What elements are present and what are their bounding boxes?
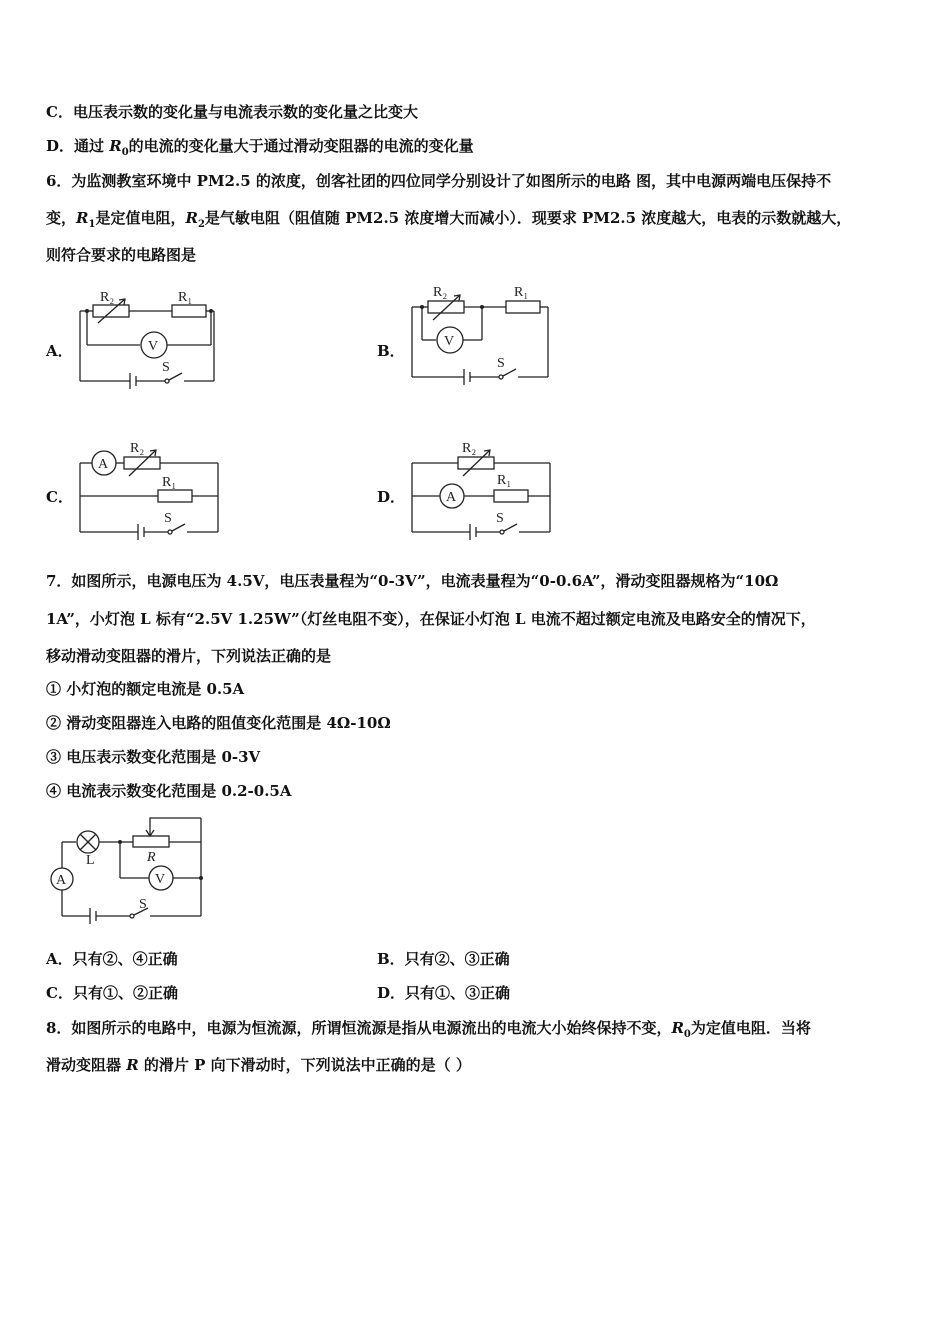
q6-option-a-label: A．: [46, 342, 73, 360]
r1-label: R₁: [178, 290, 193, 305]
q7-statement-4: ④ 电流表示数变化范围是 0.2-0.5A: [46, 782, 292, 800]
switch-label: S: [497, 356, 505, 371]
q5-option-d-sub: 0: [121, 147, 129, 158]
r2-label: R₂: [433, 285, 448, 300]
q6-line2-a: 变，: [46, 209, 77, 227]
q7-statement-2: ② 滑动变阻器连入电路的阻值变化范围是 4Ω-10Ω: [46, 714, 391, 732]
q6-line1: 6．为监测教室环境中 PM2.5 的浓度，创客社团的四位同学分别设计了如图所示的电路 图，其中电源两端电压保持不: [46, 172, 832, 190]
q6-line2-c: 是气敏电阻（阻值随 PM2.5 浓度增大而减小）．现要求 PM2.5 浓度越大，电表的示数就越大，: [204, 209, 852, 227]
q6-line2-b: 是定值电阻，: [95, 209, 186, 227]
ammeter-label: A: [56, 873, 67, 888]
r1-resistor: [494, 490, 528, 502]
r1-label: R₁: [514, 285, 529, 300]
q7-circuit: [46, 812, 211, 924]
q7-line1: 7．如图所示，电源电压为 4.5V，电压表量程为“0-3V”，电流表量程为“0-0.6A”，滑动变阻器规格为“10Ω: [46, 572, 779, 590]
q6-option-b-label: B．: [377, 342, 405, 360]
q8-line1-b: 为定值电阻．当将: [690, 1019, 811, 1037]
q6-option-c-label: C．: [46, 488, 73, 506]
r2-label: R₂: [130, 441, 145, 456]
switch-label: S: [164, 511, 172, 526]
q5-option-c: C．电压表示数的变化量与电流表示数的变化量之比变大: [46, 103, 418, 121]
r2-resistor: [428, 301, 464, 313]
q8-r-var: R: [126, 1056, 139, 1074]
q7-statement-1: ① 小灯泡的额定电流是 0.5A: [46, 680, 245, 698]
lamp-label: L: [86, 853, 95, 868]
q6-circuit-c: [70, 436, 230, 546]
voltmeter-label: V: [148, 339, 159, 354]
voltmeter-label: V: [155, 872, 166, 887]
voltmeter-label: V: [444, 334, 455, 349]
q7-line3: 移动滑动变阻器的滑片，下列说法正确的是: [46, 647, 332, 665]
q7-option-c: C．只有①、②正确: [46, 984, 178, 1002]
q8-r0-var: R: [671, 1019, 684, 1037]
r1-resistor: [172, 305, 206, 317]
q6-r2-sub: 2: [197, 219, 205, 230]
q8-line1-a: 8．如图所示的电路中，电源为恒流源，所谓恒流源是指从电源流出的电流大小始终保持不变，: [46, 1019, 672, 1037]
ammeter-label: A: [98, 457, 109, 472]
q8-line1: [46, 1018, 811, 1045]
q7-option-a: A．只有②、④正确: [46, 950, 178, 968]
q7-option-b: B．只有②、③正确: [377, 950, 510, 968]
q6-r1-sub: 1: [88, 219, 96, 230]
q7-option-d: D．只有①、③正确: [377, 984, 511, 1002]
r1-label: R₁: [497, 473, 512, 488]
r2-label: R₂: [462, 441, 477, 456]
switch-label: S: [162, 360, 170, 375]
q7-statement-3: ③ 电压表示数变化范围是 0-3V: [46, 748, 261, 766]
q5-option-d: [46, 136, 474, 163]
q5-option-d-var: R: [109, 137, 122, 155]
q6-r2-var: R: [185, 209, 198, 227]
rheostat-label: R: [147, 850, 156, 865]
r1-resistor: [158, 490, 192, 502]
q5-option-d-pre: D．通过: [46, 137, 110, 155]
q5-option-d-post: 的电流的变化量大于通过滑动变阻器的电流的变化量: [128, 137, 474, 155]
q6-r1-var: R: [76, 209, 89, 227]
q8-line2-a: 滑动变阻器: [46, 1056, 127, 1074]
q6-line2: [46, 208, 851, 235]
q6-circuit-a: [70, 283, 230, 393]
q7-line2: 1A”，小灯泡 L 标有“2.5V 1.25W”（灯丝电阻不变），在保证小灯泡 L 电流不超过额定电流及电路安全的情况下，: [46, 610, 816, 628]
q6-option-d-label: D．: [377, 488, 406, 506]
r2-label: R₂: [100, 290, 115, 305]
rheostat: [133, 836, 169, 847]
switch-label: S: [139, 897, 147, 912]
q6-circuit-b: [402, 280, 562, 390]
q6-line3: 则符合要求的电路图是: [46, 246, 197, 264]
q8-line2: [46, 1055, 471, 1075]
r1-resistor: [506, 301, 540, 313]
ammeter-label: A: [446, 490, 457, 505]
q6-circuit-d: [402, 436, 562, 546]
q8-line2-b: 的滑片 P 向下滑动时，下列说法中正确的是（ ）: [138, 1056, 471, 1074]
r1-label: R₁: [162, 475, 177, 490]
q8-r0-sub: 0: [683, 1029, 691, 1040]
switch-label: S: [496, 511, 504, 526]
